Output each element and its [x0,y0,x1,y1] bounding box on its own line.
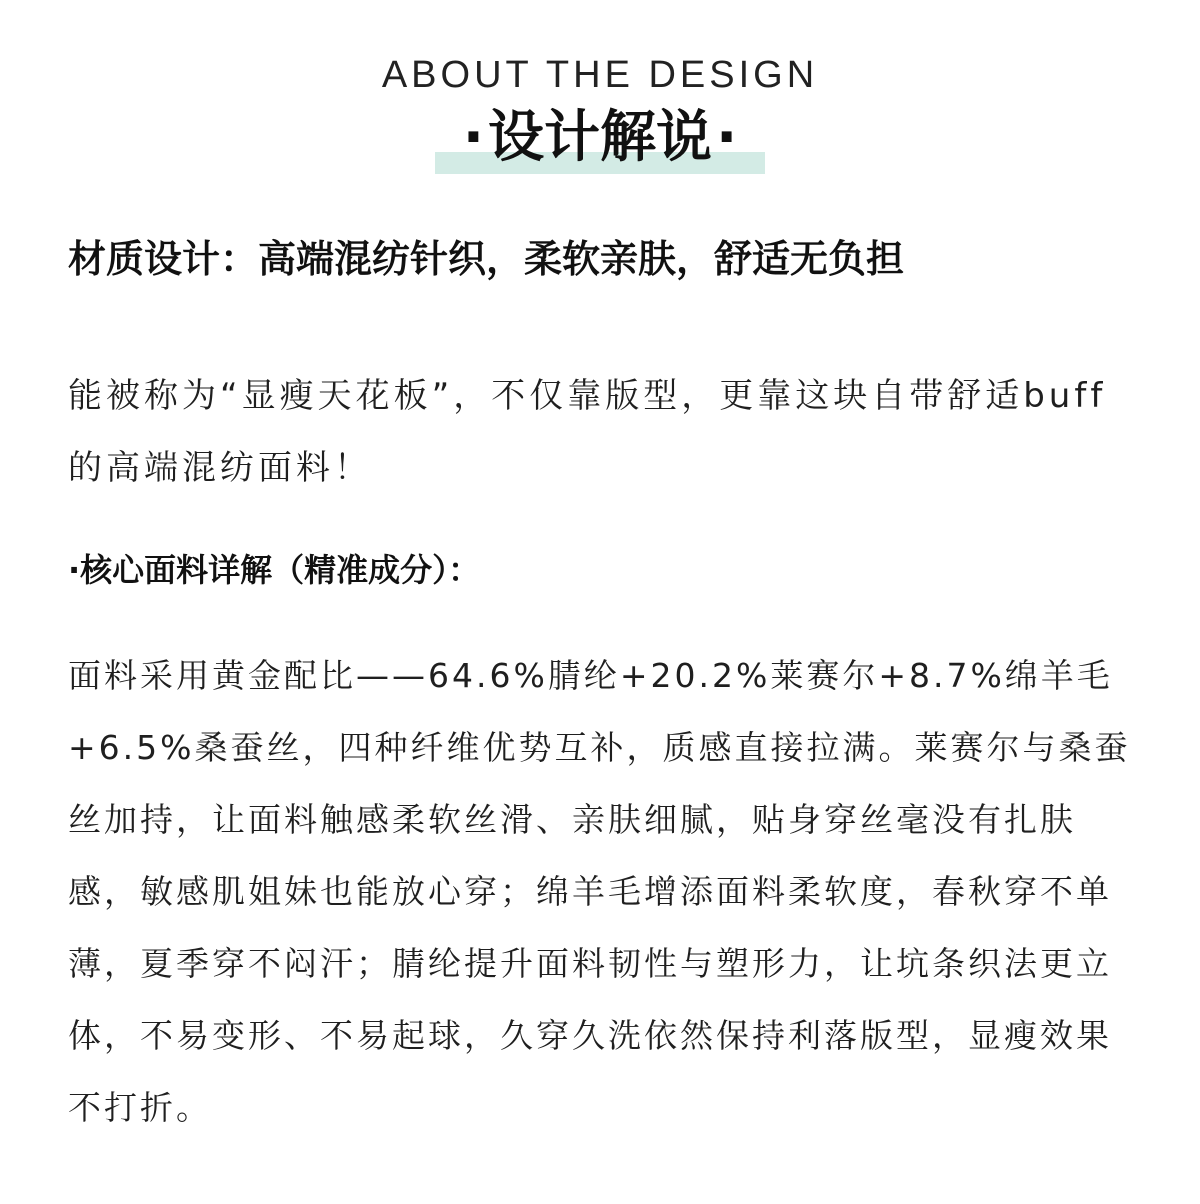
fabric-subheading: ·核心面料详解（精准成分）： [68,551,481,589]
material-heading: 材质设计：高端混纺针织，柔软亲肤，舒适无负担 [68,237,905,281]
intro-paragraph: 能被称为“显瘦天花板”，不仅靠版型，更靠这块自带舒适buff的高端混纺面料！ [68,376,1107,488]
header [0,52,1200,172]
title-dot-left: · [462,105,484,170]
page-title-text: 设计解说 [488,105,712,170]
eyebrow-title: ABOUT THE DESIGN [381,54,819,96]
title-dot-right: · [716,105,738,170]
fabric-paragraph: 面料采用黄金配比——64.6%腈纶+20.2%莱赛尔+8.7%绵羊毛+6.5%桑蚕丝，四种纤维优势互补，质感直接拉满。莱赛尔与桑蚕丝加持，让面料触感柔软丝滑、亲肤细腻，贴身穿丝毫没有扎肤感，敏感肌姐妹也能放心穿；绵羊毛增添面料柔软度，春秋穿不单薄，夏季穿不闷汗；腈纶提升面料韧性与塑形力，让坑条织法更立体，不易变形、不易起球，久穿久洗依然保持利落版型，显瘦效果不打折。 [68,656,1131,1127]
page-title [459,104,742,172]
title-block [459,104,742,172]
